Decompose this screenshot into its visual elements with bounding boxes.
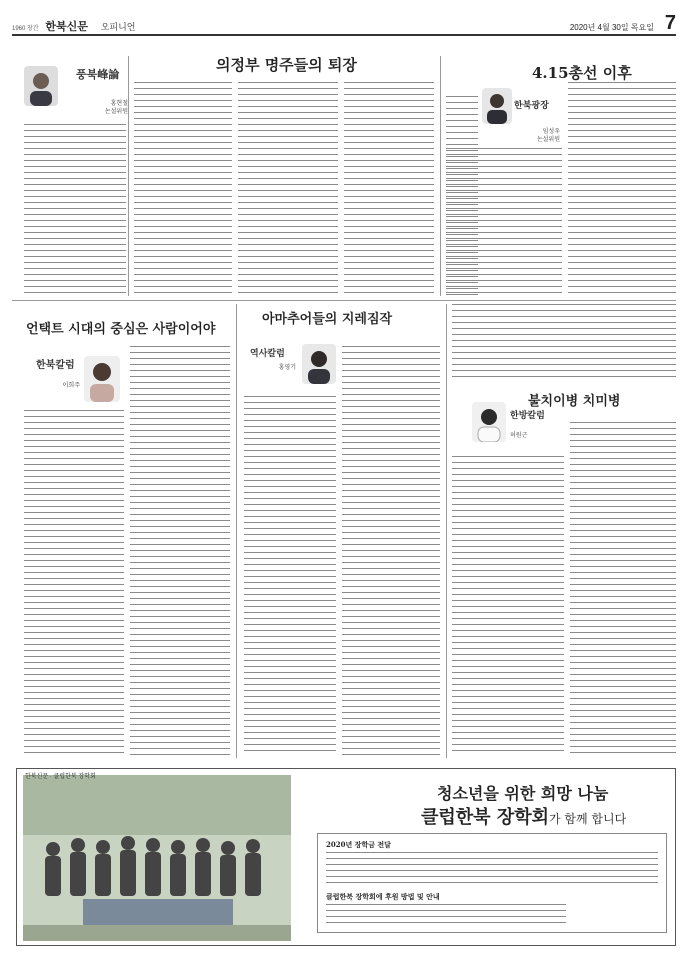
- headline-untact: 언택트 시대의 중심은 사람이어야: [26, 322, 216, 337]
- article-body-election-continued: [452, 304, 676, 380]
- established-year: 1960 창간: [12, 26, 39, 32]
- author-name: 허원근: [510, 432, 528, 439]
- author-photo-heo: [472, 402, 506, 442]
- article-body-untact-1: [24, 410, 124, 756]
- ad-info-card: [317, 833, 667, 933]
- section-divider: [12, 300, 676, 301]
- page-header: [12, 12, 676, 36]
- ad-card-title-2: 클럽한북 장학회에 후원 방법 및 안내: [326, 892, 440, 901]
- photo-caption: 한북신문 · 클럽한북 장학회: [25, 774, 96, 780]
- column-divider: [128, 56, 129, 296]
- group-photo: [23, 775, 291, 941]
- article-body-uijeongbu-1: [134, 82, 232, 296]
- page-number: 7: [664, 12, 676, 34]
- author-byline-hong: [88, 100, 128, 116]
- ad-card-text-1: [326, 852, 658, 888]
- author-byline-lee: [30, 382, 80, 390]
- paper-name: 한북신문: [45, 21, 88, 33]
- ad-title-line1: 청소년을 위한 희망 나눔: [437, 784, 609, 803]
- author-title: 논설위원: [104, 108, 128, 115]
- ad-card-title: 2020년 장학금 전달: [326, 840, 391, 849]
- column-label-oriental-medicine: 한방칼럼: [510, 411, 545, 421]
- headline-election: 4.15총선 이후: [532, 64, 632, 82]
- article-body-amateur-2: [342, 346, 440, 756]
- author-name: 홍영기: [278, 364, 296, 371]
- column-divider: [446, 304, 447, 758]
- article-body-col1-top: [24, 124, 126, 296]
- column-label-hanbuk-square: 한북광장: [514, 101, 549, 111]
- author-name: 홍현철: [110, 100, 128, 107]
- ad-title-tail: 가 함께 합니다: [548, 812, 627, 826]
- author-photo-lee: [84, 356, 120, 402]
- author-byline-heo: [510, 432, 550, 440]
- article-body-election-3: [568, 82, 676, 296]
- article-body-uijeongbu-3: [344, 82, 434, 296]
- author-name: 임성우: [542, 128, 560, 135]
- headline-uijeongbu: 의정부 명주들의 퇴장: [216, 56, 357, 74]
- author-byline-hong-youngki: [252, 364, 296, 372]
- article-body-amateur-1: [244, 396, 336, 756]
- column-divider: [440, 56, 441, 296]
- article-body-election-2: [446, 148, 562, 296]
- headline-sorry: 불치이병 치미병: [528, 394, 621, 409]
- ad-card-text-2: [326, 904, 566, 928]
- author-byline-lim: [530, 128, 560, 144]
- ad-title-org: 클럽한북 장학회: [421, 807, 549, 828]
- publication-masthead: [12, 18, 135, 34]
- column-label-history: 역사칼럼: [250, 349, 285, 359]
- author-title: 논설위원: [536, 136, 560, 143]
- author-photo-hong: [24, 66, 58, 106]
- column-divider: [236, 304, 237, 758]
- article-body-uijeongbu-2: [238, 82, 338, 296]
- scholarship-advertisement: [16, 768, 676, 946]
- headline-amateur: 아마추어들의 지레짐작: [262, 312, 393, 327]
- column-label-punbuk: 풍북峰論: [76, 68, 120, 81]
- author-name: 이희주: [62, 382, 80, 389]
- author-photo-hong-youngki: [302, 344, 336, 384]
- section-name: 오피니언: [100, 22, 136, 32]
- column-label-hanbuk-column: 한북칼럼: [36, 360, 75, 371]
- ad-title-line2: [421, 803, 626, 829]
- article-body-untact-2: [130, 346, 230, 756]
- author-photo-lim: [482, 88, 512, 124]
- article-body-sorry-1: [452, 456, 564, 756]
- article-body-sorry-2: [570, 422, 676, 756]
- issue-date: 2020년 4월 30일 목요일: [569, 23, 654, 32]
